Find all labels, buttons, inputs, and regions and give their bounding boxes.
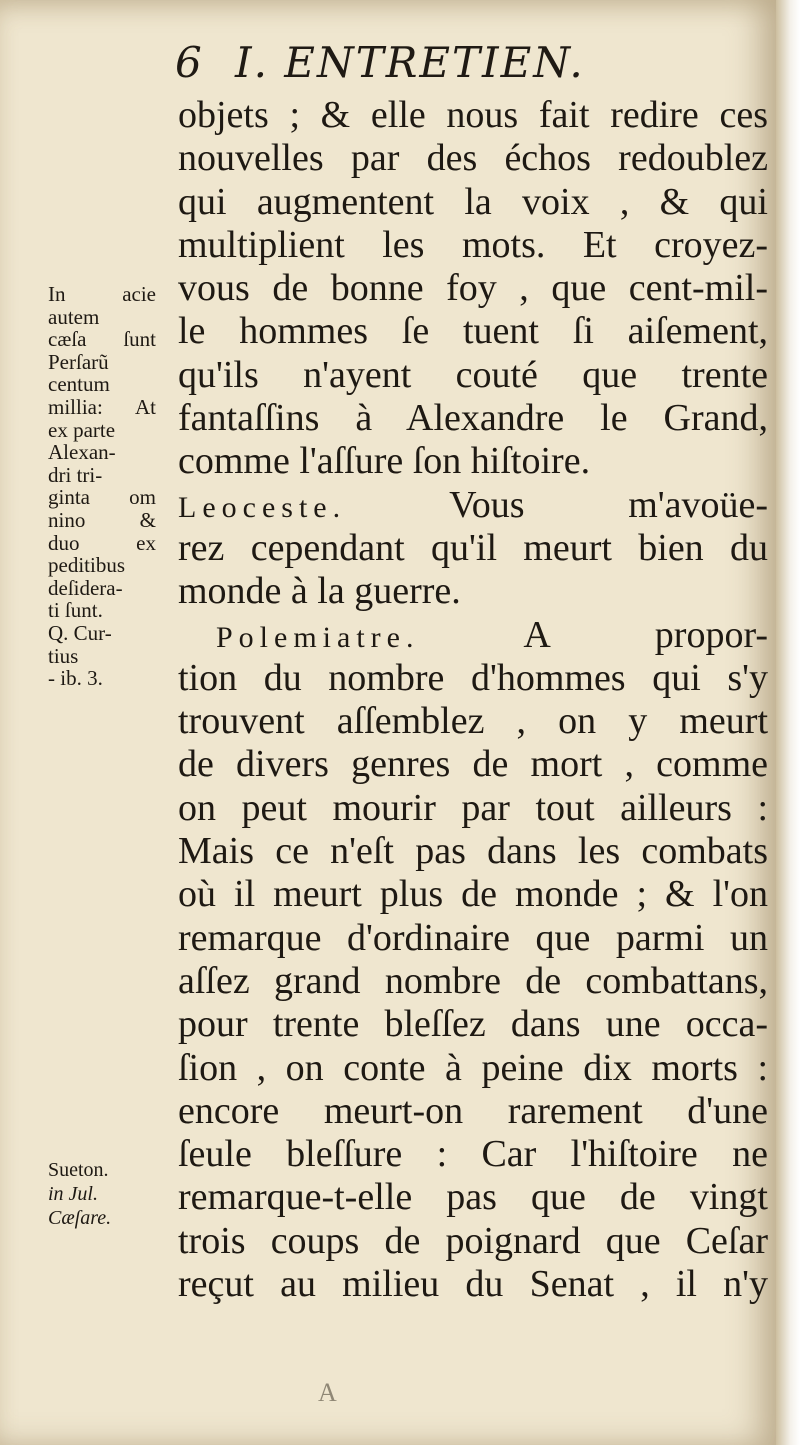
margin-line: Cæſare. bbox=[48, 1207, 112, 1229]
text-line: multiplient les mots. Et croyez- bbox=[178, 223, 768, 266]
margin-line: millia: At bbox=[48, 394, 156, 419]
speech-line-leoceste bbox=[178, 484, 768, 527]
margin-line: dri tri- bbox=[48, 462, 103, 487]
margin-line: deſidera- bbox=[48, 575, 123, 600]
margin-line: centum bbox=[48, 372, 110, 397]
header-title: I. ENTRETIEN. bbox=[235, 38, 585, 87]
text-line: rez cependant qu'il meurt bien du bbox=[178, 526, 768, 569]
text-line: aſſez grand nombre de combattans, bbox=[178, 959, 768, 1002]
text-line: fantaſſins à Alexandre le Grand, bbox=[178, 397, 768, 440]
text-line: Mais ce n'eſt pas dans les combats bbox=[178, 830, 768, 873]
margin-line: duo ex bbox=[48, 530, 156, 555]
margin-note-sueton bbox=[48, 1158, 156, 1230]
margin-line: - ib. 3. bbox=[48, 666, 103, 691]
text-line: où il meurt plus de monde ; & l'on bbox=[178, 873, 768, 916]
text-line: comme l'aſſure ſon hiſtoire. bbox=[178, 440, 591, 483]
speech-text: A propor- bbox=[523, 613, 768, 656]
running-header bbox=[175, 38, 735, 87]
margin-line: Sueton. bbox=[48, 1159, 109, 1181]
text-line: qui augmentent la voix , & qui bbox=[178, 180, 768, 223]
margin-line: Perſarũ bbox=[48, 349, 109, 374]
margin-line: ginta om bbox=[48, 485, 156, 510]
page-edge bbox=[776, 0, 800, 1445]
text-line: le hommes ſe tuent ſi aiſement, bbox=[178, 310, 768, 353]
margin-line: tius bbox=[48, 643, 79, 668]
signature-mark: A bbox=[318, 1378, 343, 1407]
speech-line-polemiatre bbox=[178, 614, 768, 657]
text-line: tion du nombre d'hommes qui s'y bbox=[178, 656, 768, 699]
text-line: on peut mourir par tout ailleurs : bbox=[178, 786, 768, 829]
text-line: trois coups de poignard que Ceſar bbox=[178, 1219, 768, 1262]
margin-line: autem bbox=[48, 304, 100, 329]
text-line: ſion , on conte à peine dix morts : bbox=[178, 1046, 768, 1089]
text-line: nouvelles par des échos redoublez bbox=[178, 137, 768, 180]
page-number: 6 bbox=[175, 38, 204, 87]
speech-text: Vous m'avoüe- bbox=[449, 483, 768, 526]
text-line: reçut au milieu du Senat , il n'y bbox=[178, 1263, 768, 1306]
margin-line: ex parte bbox=[48, 417, 116, 442]
speaker-leoceste: Leoceste. bbox=[178, 490, 347, 524]
speaker-polemiatre: Polemiatre. bbox=[216, 620, 420, 654]
margin-line: cæſa ſunt bbox=[48, 327, 156, 352]
margin-line: ti ſunt. bbox=[48, 598, 103, 623]
text-line: remarque d'ordinaire que parmi un bbox=[178, 916, 768, 959]
text-line: vous de bonne foy , que cent-mil- bbox=[178, 267, 768, 310]
margin-line: In acie bbox=[48, 282, 156, 306]
body-text bbox=[178, 94, 768, 1306]
text-line: de divers genres de mort , comme bbox=[178, 743, 768, 786]
text-line: monde à la guerre. bbox=[178, 570, 461, 613]
margin-line: nino & bbox=[48, 507, 156, 532]
margin-line: Alexan- bbox=[48, 440, 116, 465]
margin-line: peditibus bbox=[48, 553, 125, 578]
text-line: remarque-t-elle pas que de vingt bbox=[178, 1176, 768, 1219]
text-line: encore meurt-on rarement d'une bbox=[178, 1089, 768, 1132]
text-line: pour trente bleſſez dans une occa- bbox=[178, 1003, 768, 1046]
margin-note-curtius bbox=[48, 283, 156, 690]
text-line: trouvent aſſemblez , on y meurt bbox=[178, 700, 768, 743]
margin-line: Q. Cur- bbox=[48, 620, 112, 645]
text-line: objets ; & elle nous fait redire ces bbox=[178, 94, 768, 136]
margin-line: in Jul. bbox=[48, 1183, 98, 1205]
text-line: qu'ils n'ayent couté que trente bbox=[178, 353, 768, 396]
text-line: ſeule bleſſure : Car l'hiſtoire ne bbox=[178, 1133, 768, 1176]
